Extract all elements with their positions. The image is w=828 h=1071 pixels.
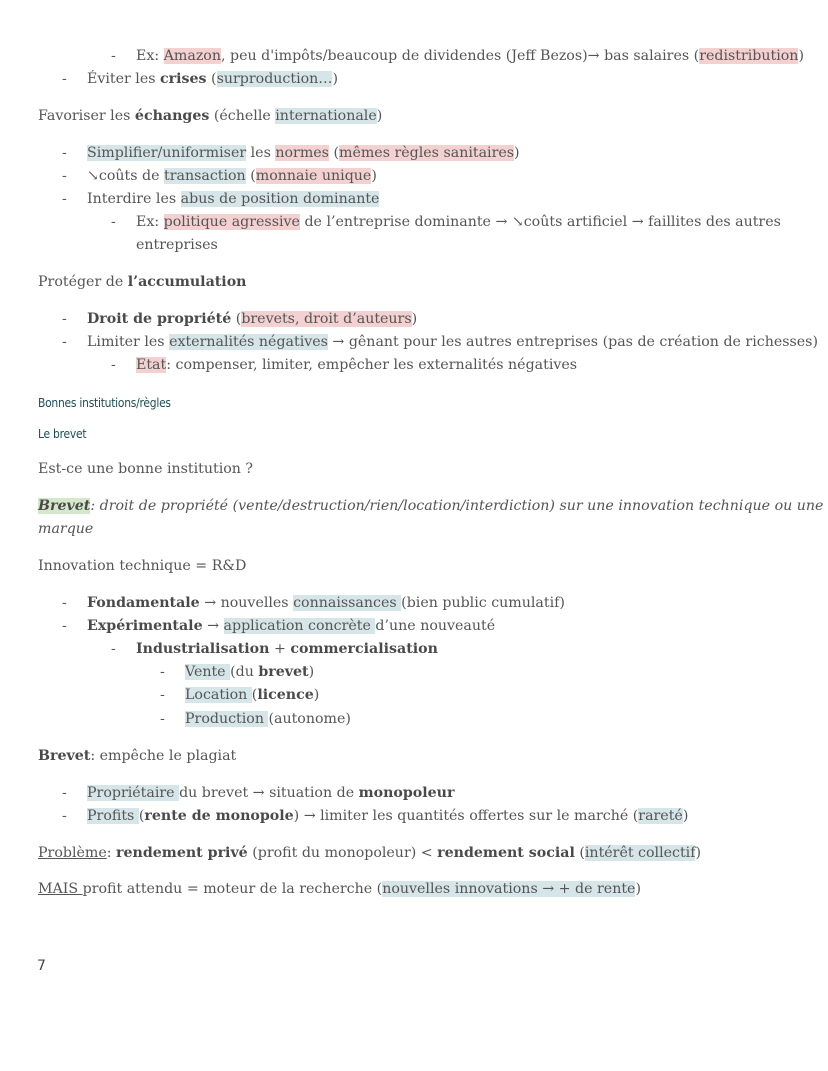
text-line: Ex: politique agressive de l’entreprise dominante → ↘coûts artificiel → faillites des autres — [136, 214, 781, 230]
text-line: Location (licence) — [185, 687, 320, 703]
text-line: Fondamentale → nouvelles connaissances (bien public cumulatif) — [87, 595, 565, 611]
text-line: Simplifier/uniformiser les normes (mêmes règles sanitaires) — [87, 145, 520, 161]
bullet-dash: - — [160, 711, 165, 727]
text-line: Vente (du brevet) — [185, 664, 315, 680]
text-line: Expérimentale → application concrète d’une nouveauté — [87, 618, 496, 634]
heading-institutions: Bonnes institutions/règles — [38, 395, 171, 410]
bullet-dash: - — [111, 48, 116, 64]
bullet-dash: - — [62, 311, 67, 327]
text-line: Limiter les externalités négatives → gênant pour les autres entreprises (pas de création de richesses) — [87, 334, 819, 350]
text-line: Problème: rendement privé (profit du monopoleur) < rendement social (intérêt collectif) — [38, 845, 701, 861]
page-number: 7 — [37, 958, 46, 974]
text-line: ↘coûts de transaction (monnaie unique) — [87, 168, 377, 184]
bullet-dash: - — [62, 785, 67, 801]
text-line: MAIS profit attendu = moteur de la recherche (nouvelles innovations → + de rente) — [38, 881, 641, 897]
definition-line: Brevet: droit de propriété (vente/destruction/rien/location/interdiction) sur une innovation technique ou une — [38, 498, 824, 514]
heading-brevet: Le brevet — [38, 426, 87, 441]
text-line: Propriétaire du brevet → situation de monopoleur — [87, 785, 455, 801]
bullet-dash: - — [62, 618, 67, 634]
bullet-dash: - — [111, 214, 116, 230]
section-line: Protéger de l’accumulation — [38, 274, 247, 290]
bullet-dash: - — [62, 71, 67, 87]
bullet-dash: - — [160, 664, 165, 680]
bullet-dash: - — [62, 334, 67, 350]
bullet-dash: - — [62, 808, 67, 824]
bullet-dash: - — [62, 168, 67, 184]
text-line: Droit de propriété (brevets, droit d’auteurs) — [87, 311, 418, 327]
text-line: Industrialisation + commercialisation — [136, 641, 438, 657]
text-line: Interdire les abus de position dominante — [87, 191, 380, 207]
text-line: entreprises — [136, 237, 218, 253]
text-line: Profits (rente de monopole) → limiter les quantités offertes sur le marché (rareté) — [87, 808, 689, 824]
text-line: Éviter les crises (surproduction…) — [87, 71, 339, 87]
bullet-dash: - — [62, 145, 67, 161]
definition-line: marque — [38, 521, 94, 537]
text-line: Est-ce une bonne institution ? — [38, 461, 254, 477]
text-line: Ex: Amazon, peu d'impôts/beaucoup de dividendes (Jeff Bezos)→ bas salaires (redistribution) — [136, 48, 804, 64]
bullet-dash: - — [62, 191, 67, 207]
text-line: Production (autonome) — [185, 711, 351, 727]
text-line: Brevet: empêche le plagiat — [38, 748, 237, 764]
bullet-dash: - — [111, 641, 116, 657]
bullet-dash: - — [111, 357, 116, 373]
bullet-dash: - — [62, 595, 67, 611]
bullet-dash: - — [160, 687, 165, 703]
section-line: Favoriser les échanges (échelle internationale) — [38, 108, 383, 124]
text-line: Etat: compenser, limiter, empêcher les externalités négatives — [136, 357, 578, 373]
text-line: Innovation technique = R&D — [38, 558, 247, 574]
